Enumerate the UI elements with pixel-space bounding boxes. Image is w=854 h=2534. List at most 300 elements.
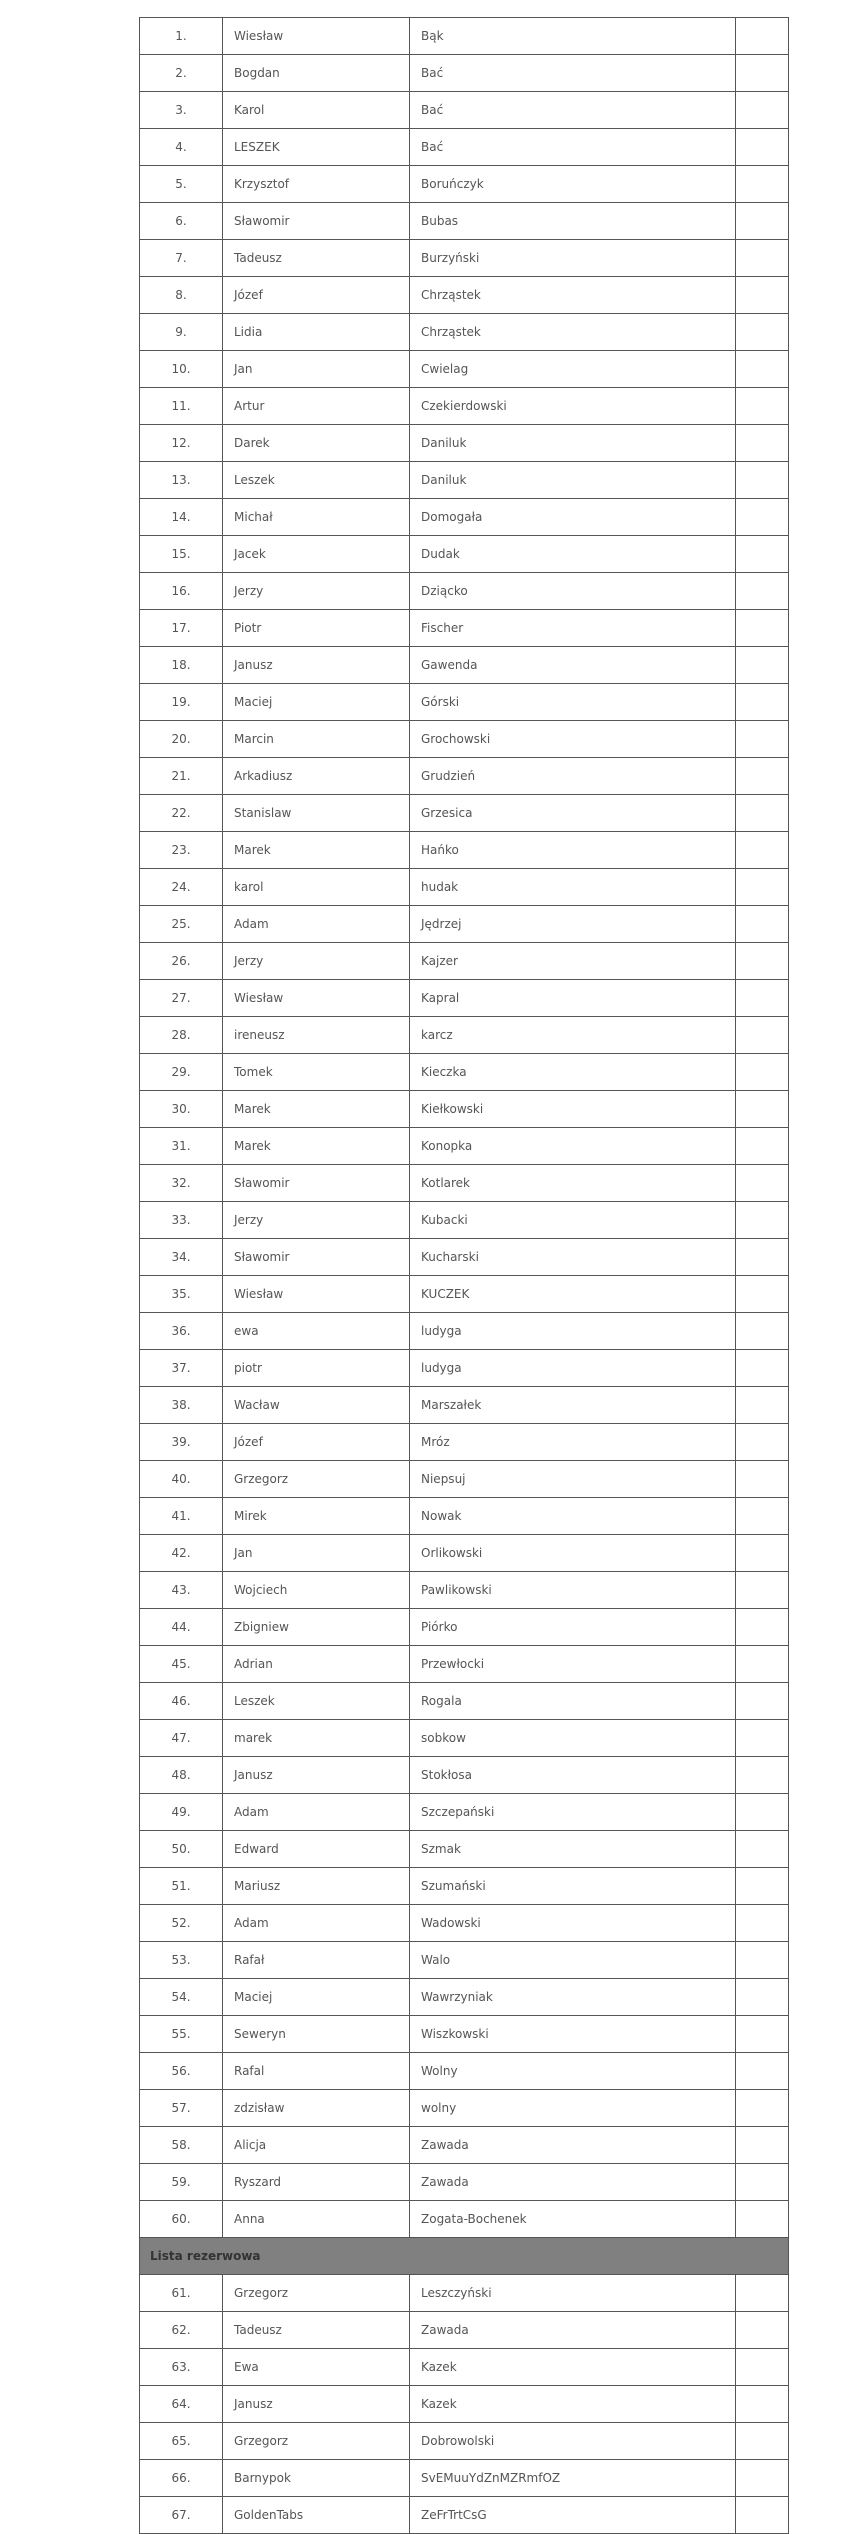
reserve-section <box>140 2238 789 2275</box>
first-name: Darek <box>223 425 410 462</box>
extra-cell <box>736 536 789 573</box>
table-row <box>140 1535 789 1572</box>
extra-cell <box>736 2164 789 2201</box>
first-name: Zbigniew <box>223 1609 410 1646</box>
extra-cell <box>736 832 789 869</box>
last-name: Rogala <box>410 1683 736 1720</box>
row-number: 58. <box>140 2127 223 2164</box>
extra-cell <box>736 2386 789 2423</box>
first-name: Wiesław <box>223 18 410 55</box>
table-row <box>140 1313 789 1350</box>
last-name: Szmak <box>410 1831 736 1868</box>
first-name: Marek <box>223 832 410 869</box>
main-list <box>140 18 789 2238</box>
table-row <box>140 499 789 536</box>
extra-cell <box>736 462 789 499</box>
last-name: Niepsuj <box>410 1461 736 1498</box>
extra-cell <box>736 1387 789 1424</box>
first-name: Tadeusz <box>223 2312 410 2349</box>
row-number: 31. <box>140 1128 223 1165</box>
first-name: GoldenTabs <box>223 2497 410 2534</box>
first-name: Rafal <box>223 2053 410 2090</box>
last-name: Nowak <box>410 1498 736 1535</box>
row-number: 48. <box>140 1757 223 1794</box>
last-name: Czekierdowski <box>410 388 736 425</box>
extra-cell <box>736 1054 789 1091</box>
first-name: zdzisław <box>223 2090 410 2127</box>
row-number: 22. <box>140 795 223 832</box>
first-name: Tadeusz <box>223 240 410 277</box>
last-name: Dudak <box>410 536 736 573</box>
extra-cell <box>736 758 789 795</box>
last-name: Kazek <box>410 2349 736 2386</box>
table-row <box>140 647 789 684</box>
table-row <box>140 2090 789 2127</box>
first-name: Ryszard <box>223 2164 410 2201</box>
table-row <box>140 2127 789 2164</box>
first-name: Sławomir <box>223 1239 410 1276</box>
extra-cell <box>736 906 789 943</box>
first-name: Tomek <box>223 1054 410 1091</box>
extra-cell <box>736 351 789 388</box>
extra-cell <box>736 1646 789 1683</box>
first-name: Seweryn <box>223 2016 410 2053</box>
extra-cell <box>736 1017 789 1054</box>
last-name: Bać <box>410 92 736 129</box>
table-row <box>140 1794 789 1831</box>
participants-table <box>139 17 789 2534</box>
last-name: Hańko <box>410 832 736 869</box>
last-name: Kieczka <box>410 1054 736 1091</box>
last-name: Piórko <box>410 1609 736 1646</box>
last-name: Dziącko <box>410 573 736 610</box>
table-row <box>140 1054 789 1091</box>
table-row <box>140 1572 789 1609</box>
table-row <box>140 943 789 980</box>
first-name: Mariusz <box>223 1868 410 1905</box>
last-name: Grzesica <box>410 795 736 832</box>
last-name: Fischer <box>410 610 736 647</box>
last-name: Stokłosa <box>410 1757 736 1794</box>
row-number: 63. <box>140 2349 223 2386</box>
extra-cell <box>736 1868 789 1905</box>
last-name: Kiełkowski <box>410 1091 736 1128</box>
last-name: Bać <box>410 55 736 92</box>
first-name: Edward <box>223 1831 410 1868</box>
table-row <box>140 684 789 721</box>
extra-cell <box>736 1757 789 1794</box>
table-row <box>140 758 789 795</box>
first-name: Józef <box>223 1424 410 1461</box>
first-name: Maciej <box>223 684 410 721</box>
extra-cell <box>736 2349 789 2386</box>
extra-cell <box>736 240 789 277</box>
last-name: Kazek <box>410 2386 736 2423</box>
last-name: Daniluk <box>410 425 736 462</box>
table-row <box>140 1202 789 1239</box>
last-name: Bubas <box>410 203 736 240</box>
first-name: Wojciech <box>223 1572 410 1609</box>
last-name: Chrząstek <box>410 314 736 351</box>
row-number: 23. <box>140 832 223 869</box>
first-name: piotr <box>223 1350 410 1387</box>
first-name: Józef <box>223 277 410 314</box>
extra-cell <box>736 1498 789 1535</box>
first-name: Grzegorz <box>223 1461 410 1498</box>
table-row <box>140 536 789 573</box>
extra-cell <box>736 2016 789 2053</box>
extra-cell <box>736 684 789 721</box>
extra-cell <box>736 610 789 647</box>
table-row <box>140 351 789 388</box>
first-name: Piotr <box>223 610 410 647</box>
last-name: Kubacki <box>410 1202 736 1239</box>
table-row <box>140 240 789 277</box>
row-number: 15. <box>140 536 223 573</box>
first-name: Janusz <box>223 1757 410 1794</box>
first-name: Wacław <box>223 1387 410 1424</box>
extra-cell <box>736 647 789 684</box>
reserve-header: Lista rezerwowa <box>140 2238 789 2275</box>
last-name: Orlikowski <box>410 1535 736 1572</box>
table-row <box>140 1646 789 1683</box>
table-row <box>140 1350 789 1387</box>
table-row <box>140 1017 789 1054</box>
table-row <box>140 1461 789 1498</box>
last-name: Zawada <box>410 2127 736 2164</box>
first-name: Adam <box>223 906 410 943</box>
table-row <box>140 2275 789 2312</box>
row-number: 27. <box>140 980 223 1017</box>
extra-cell <box>736 980 789 1017</box>
row-number: 62. <box>140 2312 223 2349</box>
extra-cell <box>736 2312 789 2349</box>
last-name: Walo <box>410 1942 736 1979</box>
table-row <box>140 832 789 869</box>
last-name: Wiszkowski <box>410 2016 736 2053</box>
extra-cell <box>736 425 789 462</box>
row-number: 6. <box>140 203 223 240</box>
row-number: 5. <box>140 166 223 203</box>
row-number: 4. <box>140 129 223 166</box>
table-row <box>140 2386 789 2423</box>
row-number: 37. <box>140 1350 223 1387</box>
table-row <box>140 2423 789 2460</box>
row-number: 57. <box>140 2090 223 2127</box>
table-row <box>140 1905 789 1942</box>
extra-cell <box>736 2460 789 2497</box>
table-row <box>140 1609 789 1646</box>
table-row <box>140 795 789 832</box>
table-row <box>140 906 789 943</box>
last-name: Zawada <box>410 2312 736 2349</box>
extra-cell <box>736 2201 789 2238</box>
extra-cell <box>736 1202 789 1239</box>
extra-cell <box>736 388 789 425</box>
extra-cell <box>736 277 789 314</box>
row-number: 29. <box>140 1054 223 1091</box>
extra-cell <box>736 55 789 92</box>
extra-cell <box>736 1276 789 1313</box>
last-name: karcz <box>410 1017 736 1054</box>
extra-cell <box>736 1091 789 1128</box>
first-name: Jan <box>223 351 410 388</box>
table-row <box>140 869 789 906</box>
extra-cell <box>736 1905 789 1942</box>
extra-cell <box>736 2423 789 2460</box>
first-name: Janusz <box>223 2386 410 2423</box>
row-number: 16. <box>140 573 223 610</box>
first-name: Leszek <box>223 462 410 499</box>
first-name: Bogdan <box>223 55 410 92</box>
table-row <box>140 2053 789 2090</box>
row-number: 36. <box>140 1313 223 1350</box>
table-row <box>140 1387 789 1424</box>
extra-cell <box>736 18 789 55</box>
last-name: Grochowski <box>410 721 736 758</box>
extra-cell <box>736 1128 789 1165</box>
first-name: Ewa <box>223 2349 410 2386</box>
extra-cell <box>736 2275 789 2312</box>
extra-cell <box>736 1461 789 1498</box>
last-name: Górski <box>410 684 736 721</box>
last-name: Kucharski <box>410 1239 736 1276</box>
first-name: Arkadiusz <box>223 758 410 795</box>
row-number: 59. <box>140 2164 223 2201</box>
last-name: wolny <box>410 2090 736 2127</box>
first-name: LESZEK <box>223 129 410 166</box>
first-name: Jacek <box>223 536 410 573</box>
table-row <box>140 55 789 92</box>
table-row <box>140 129 789 166</box>
table-row <box>140 1757 789 1794</box>
row-number: 17. <box>140 610 223 647</box>
extra-cell <box>736 1942 789 1979</box>
extra-cell <box>736 1609 789 1646</box>
extra-cell <box>736 1313 789 1350</box>
first-name: Adam <box>223 1905 410 1942</box>
last-name: Boruńczyk <box>410 166 736 203</box>
last-name: Dobrowolski <box>410 2423 736 2460</box>
table-row <box>140 2016 789 2053</box>
extra-cell <box>736 795 789 832</box>
table-row <box>140 425 789 462</box>
table-row <box>140 573 789 610</box>
extra-cell <box>736 1165 789 1202</box>
row-number: 33. <box>140 1202 223 1239</box>
last-name: Gawenda <box>410 647 736 684</box>
first-name: Leszek <box>223 1683 410 1720</box>
first-name: ewa <box>223 1313 410 1350</box>
row-number: 49. <box>140 1794 223 1831</box>
extra-cell <box>736 1683 789 1720</box>
row-number: 60. <box>140 2201 223 2238</box>
row-number: 44. <box>140 1609 223 1646</box>
row-number: 7. <box>140 240 223 277</box>
table-row <box>140 2201 789 2238</box>
first-name: Marek <box>223 1091 410 1128</box>
table-row <box>140 314 789 351</box>
first-name: Alicja <box>223 2127 410 2164</box>
first-name: Maciej <box>223 1979 410 2016</box>
last-name: Kotlarek <box>410 1165 736 1202</box>
last-name: Pawlikowski <box>410 1572 736 1609</box>
table-row <box>140 1091 789 1128</box>
row-number: 65. <box>140 2423 223 2460</box>
row-number: 9. <box>140 314 223 351</box>
last-name: ludyga <box>410 1313 736 1350</box>
table-row <box>140 2497 789 2534</box>
last-name: Bąk <box>410 18 736 55</box>
first-name: Marcin <box>223 721 410 758</box>
table-row <box>140 721 789 758</box>
last-name: Kapral <box>410 980 736 1017</box>
reserve-list <box>140 2275 789 2534</box>
first-name: karol <box>223 869 410 906</box>
extra-cell <box>736 2127 789 2164</box>
first-name: Lidia <box>223 314 410 351</box>
extra-cell <box>736 943 789 980</box>
first-name: Rafał <box>223 1942 410 1979</box>
row-number: 45. <box>140 1646 223 1683</box>
last-name: Domogała <box>410 499 736 536</box>
extra-cell <box>736 721 789 758</box>
extra-cell <box>736 2497 789 2534</box>
table-row <box>140 1979 789 2016</box>
row-number: 40. <box>140 1461 223 1498</box>
table-row <box>140 18 789 55</box>
last-name: Cwielag <box>410 351 736 388</box>
row-number: 64. <box>140 2386 223 2423</box>
table-row <box>140 1165 789 1202</box>
first-name: Adrian <box>223 1646 410 1683</box>
row-number: 35. <box>140 1276 223 1313</box>
first-name: Adam <box>223 1794 410 1831</box>
row-number: 46. <box>140 1683 223 1720</box>
row-number: 38. <box>140 1387 223 1424</box>
table-row <box>140 1942 789 1979</box>
table-row <box>140 1720 789 1757</box>
row-number: 34. <box>140 1239 223 1276</box>
last-name: ZeFrTrtCsG <box>410 2497 736 2534</box>
last-name: Mróz <box>410 1424 736 1461</box>
row-number: 54. <box>140 1979 223 2016</box>
extra-cell <box>736 2053 789 2090</box>
row-number: 39. <box>140 1424 223 1461</box>
first-name: Wiesław <box>223 1276 410 1313</box>
row-number: 14. <box>140 499 223 536</box>
table-row <box>140 1868 789 1905</box>
row-number: 20. <box>140 721 223 758</box>
last-name: Szczepański <box>410 1794 736 1831</box>
row-number: 12. <box>140 425 223 462</box>
table-row <box>140 610 789 647</box>
last-name: Konopka <box>410 1128 736 1165</box>
row-number: 51. <box>140 1868 223 1905</box>
table-row <box>140 2164 789 2201</box>
first-name: Mirek <box>223 1498 410 1535</box>
extra-cell <box>736 869 789 906</box>
first-name: Krzysztof <box>223 166 410 203</box>
extra-cell <box>736 314 789 351</box>
last-name: Daniluk <box>410 462 736 499</box>
row-number: 53. <box>140 1942 223 1979</box>
extra-cell <box>736 1239 789 1276</box>
last-name: SvEMuuYdZnMZRmfOZ <box>410 2460 736 2497</box>
extra-cell <box>736 1350 789 1387</box>
last-name: sobkow <box>410 1720 736 1757</box>
extra-cell <box>736 1831 789 1868</box>
table-row <box>140 277 789 314</box>
first-name: Jan <box>223 1535 410 1572</box>
row-number: 3. <box>140 92 223 129</box>
row-number: 26. <box>140 943 223 980</box>
row-number: 19. <box>140 684 223 721</box>
last-name: Bać <box>410 129 736 166</box>
row-number: 47. <box>140 1720 223 1757</box>
last-name: Wadowski <box>410 1905 736 1942</box>
first-name: ireneusz <box>223 1017 410 1054</box>
row-number: 42. <box>140 1535 223 1572</box>
last-name: Marszałek <box>410 1387 736 1424</box>
first-name: Barnypok <box>223 2460 410 2497</box>
last-name: Przewłocki <box>410 1646 736 1683</box>
row-number: 56. <box>140 2053 223 2090</box>
last-name: Leszczyński <box>410 2275 736 2312</box>
table-row <box>140 1831 789 1868</box>
extra-cell <box>736 166 789 203</box>
extra-cell <box>736 1794 789 1831</box>
first-name: Wiesław <box>223 980 410 1017</box>
row-number: 30. <box>140 1091 223 1128</box>
last-name: Kajzer <box>410 943 736 980</box>
last-name: hudak <box>410 869 736 906</box>
row-number: 43. <box>140 1572 223 1609</box>
row-number: 67. <box>140 2497 223 2534</box>
row-number: 18. <box>140 647 223 684</box>
row-number: 21. <box>140 758 223 795</box>
table-row <box>140 1683 789 1720</box>
first-name: marek <box>223 1720 410 1757</box>
row-number: 61. <box>140 2275 223 2312</box>
row-number: 13. <box>140 462 223 499</box>
last-name: Chrząstek <box>410 277 736 314</box>
table-row <box>140 1276 789 1313</box>
last-name: Jędrzej <box>410 906 736 943</box>
row-number: 66. <box>140 2460 223 2497</box>
last-name: Zogata-Bochenek <box>410 2201 736 2238</box>
table-row <box>140 2312 789 2349</box>
first-name: Jerzy <box>223 1202 410 1239</box>
row-number: 52. <box>140 1905 223 1942</box>
table-row <box>140 388 789 425</box>
extra-cell <box>736 1535 789 1572</box>
last-name: Wawrzyniak <box>410 1979 736 2016</box>
first-name: Sławomir <box>223 1165 410 1202</box>
table-row <box>140 166 789 203</box>
first-name: Jerzy <box>223 943 410 980</box>
row-number: 11. <box>140 388 223 425</box>
extra-cell <box>736 1720 789 1757</box>
extra-cell <box>736 203 789 240</box>
row-number: 1. <box>140 18 223 55</box>
row-number: 10. <box>140 351 223 388</box>
row-number: 32. <box>140 1165 223 1202</box>
extra-cell <box>736 1572 789 1609</box>
row-number: 55. <box>140 2016 223 2053</box>
table-row <box>140 2460 789 2497</box>
last-name: Szumański <box>410 1868 736 1905</box>
